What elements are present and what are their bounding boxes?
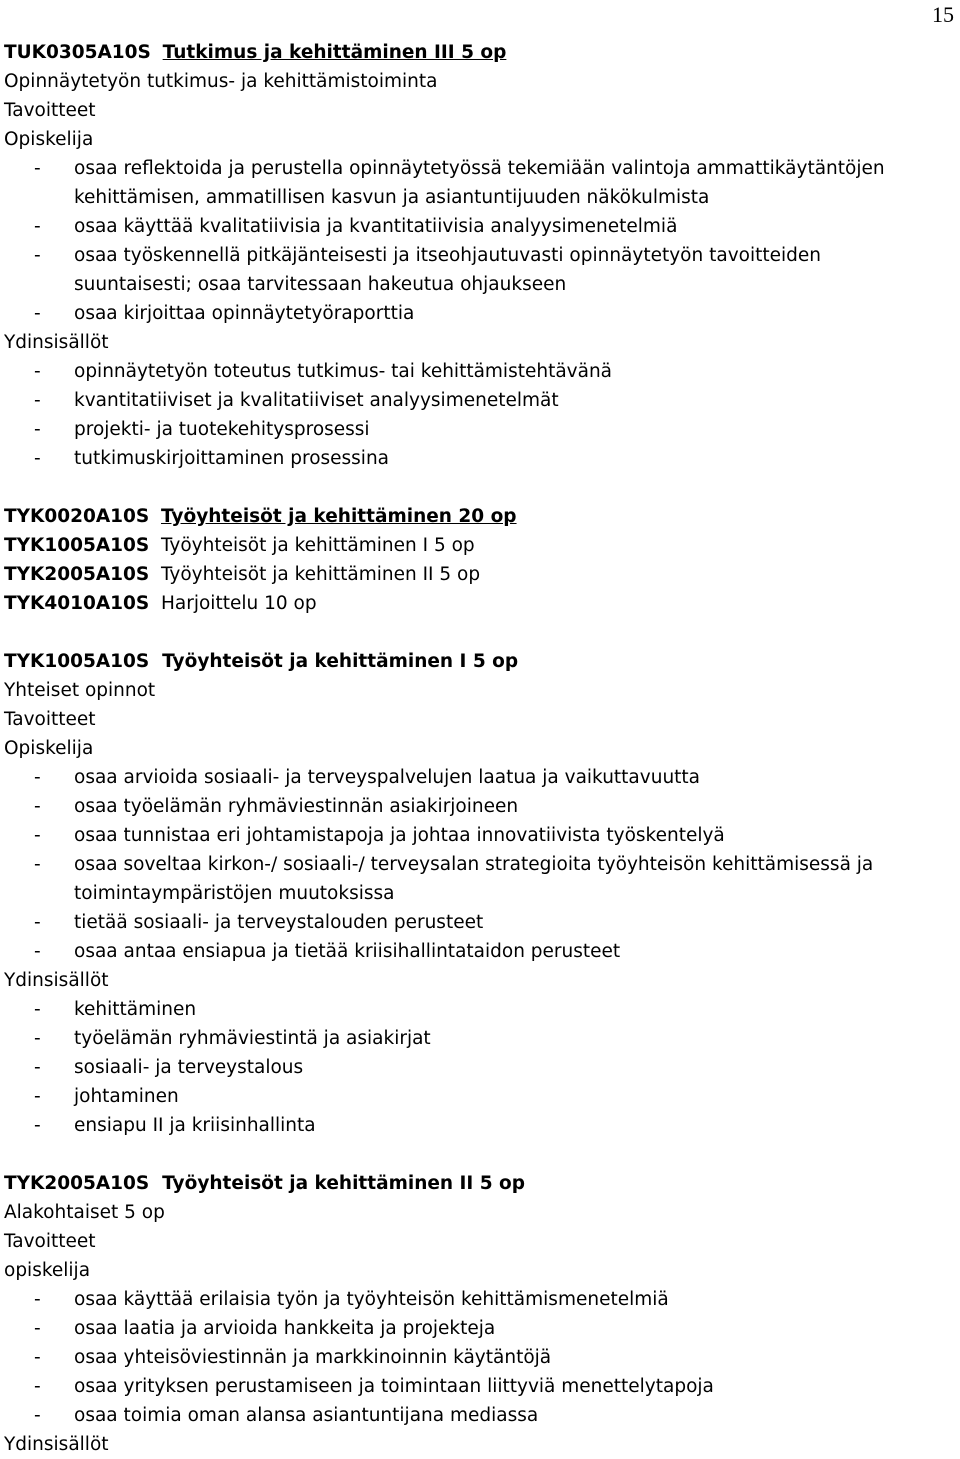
list-item: - osaa työelämän ryhmäviestinnän asiakirjoineen [34, 796, 519, 817]
student-label: Opiskelija [4, 738, 94, 759]
course-heading [4, 1169, 954, 1198]
module-course-code: TYK1005A10S [4, 535, 150, 556]
list-item: - osaa yhteisöviestinnän ja markkinoinnin käytäntöjä [34, 1347, 552, 1368]
list-item: - kehittäminen [34, 999, 197, 1020]
goals-heading: Tavoitteet [4, 709, 96, 730]
module-course-row [4, 589, 954, 618]
list-item: - osaa antaa ensiapua ja tietää kriisihallintataidon perusteet [34, 941, 621, 962]
course-subtitle: Opinnäytetyön tutkimus- ja kehittämistoiminta [4, 71, 438, 92]
list-item: - osaa kirjoittaa opinnäytetyöraporttia [34, 303, 415, 324]
course-heading [4, 647, 954, 676]
module-course-code: TYK2005A10S [4, 564, 150, 585]
goals-heading: Tavoitteet [4, 1231, 96, 1252]
course-subtitle: Alakohtaiset 5 op [4, 1202, 165, 1223]
content-heading: Ydinsisällöt [4, 332, 109, 353]
module-course-row [4, 560, 954, 589]
list-item: - johtaminen [34, 1086, 179, 1107]
list-item: - ensiapu II ja kriisinhallinta [34, 1115, 316, 1136]
list-item: - tutkimuskirjoittaminen prosessina [34, 448, 390, 469]
list-item: - sosiaali- ja terveystalous [34, 1057, 304, 1078]
list-item: - opinnäytetyön toteutus tutkimus- tai kehittämistehtävänä [34, 361, 613, 382]
module-code: TYK0020A10S [4, 506, 150, 527]
module-course-row [4, 531, 954, 560]
course-subtitle: Yhteiset opinnot [4, 680, 156, 701]
list-item: - osaa työskennellä pitkäjänteisesti ja itseohjautuvasti opinnäytetyön tavoitteiden suuntaisesti; osaa tarvitessaan hakeutua ohjaukseen [34, 245, 821, 295]
list-item: - osaa käyttää erilaisia työn ja työyhteisön kehittämismenetelmiä [34, 1289, 669, 1310]
list-item: - osaa toimia oman alansa asiantuntijana mediassa [34, 1405, 539, 1426]
list-item: - työelämän ryhmäviestintä ja asiakirjat [34, 1028, 431, 1049]
list-item: - osaa arvioida sosiaali- ja terveyspalvelujen laatua ja vaikuttavuutta [34, 767, 701, 788]
module-course-title: Harjoittelu 10 op [161, 593, 317, 614]
course-code: TYK1005A10S [4, 651, 150, 672]
course-title: Tutkimus ja kehittäminen III 5 op [162, 42, 507, 63]
content-heading: Ydinsisällöt [4, 970, 109, 991]
module-course-code: TYK4010A10S [4, 593, 150, 614]
student-label: Opiskelija [4, 129, 94, 150]
list-item: - osaa tunnistaa eri johtamistapoja ja johtaa innovatiivista työskentelyä [34, 825, 725, 846]
list-item: - kvantitatiiviset ja kvalitatiiviset analyysimenetelmät [34, 390, 559, 411]
course-heading [4, 38, 954, 67]
list-item: - projekti- ja tuotekehitysprosessi [34, 419, 370, 440]
list-item: - osaa laatia ja arvioida hankkeita ja projekteja [34, 1318, 496, 1339]
list-item: - osaa reflektoida ja perustella opinnäytetyössä tekemiään valintoja ammattikäytäntöjen kehittämisen, ammatillisen kasvun ja asiantuntijuuden näkökulmista [34, 158, 885, 208]
list-item: - osaa käyttää kvalitatiivisia ja kvantitatiivisia analyysimenetelmiä [34, 216, 678, 237]
list-item: - osaa yrityksen perustamiseen ja toimintaan liittyviä menettelytapoja [34, 1376, 714, 1397]
course-code: TYK2005A10S [4, 1173, 150, 1194]
module-course-title: Työyhteisöt ja kehittäminen II 5 op [161, 564, 481, 585]
course-code: TUK0305A10S [4, 42, 151, 63]
list-item: - osaa soveltaa kirkon-/ sosiaali-/ terveysalan strategioita työyhteisön kehittämisessä ja toimintaympäristöjen muutoksissa [34, 854, 874, 904]
module-heading [4, 502, 954, 531]
page-number: 15 [932, 2, 954, 27]
module-course-title: Työyhteisöt ja kehittäminen I 5 op [161, 535, 475, 556]
course-title: Työyhteisöt ja kehittäminen II 5 op [162, 1173, 526, 1194]
list-item: - tietää sosiaali- ja terveystalouden perusteet [34, 912, 484, 933]
student-label: opiskelija [4, 1260, 91, 1281]
document-page [4, 38, 954, 1459]
module-title: Työyhteisöt ja kehittäminen 20 op [161, 506, 517, 527]
course-title: Työyhteisöt ja kehittäminen I 5 op [162, 651, 519, 672]
content-heading: Ydinsisällöt [4, 1434, 109, 1455]
goals-heading: Tavoitteet [4, 100, 96, 121]
